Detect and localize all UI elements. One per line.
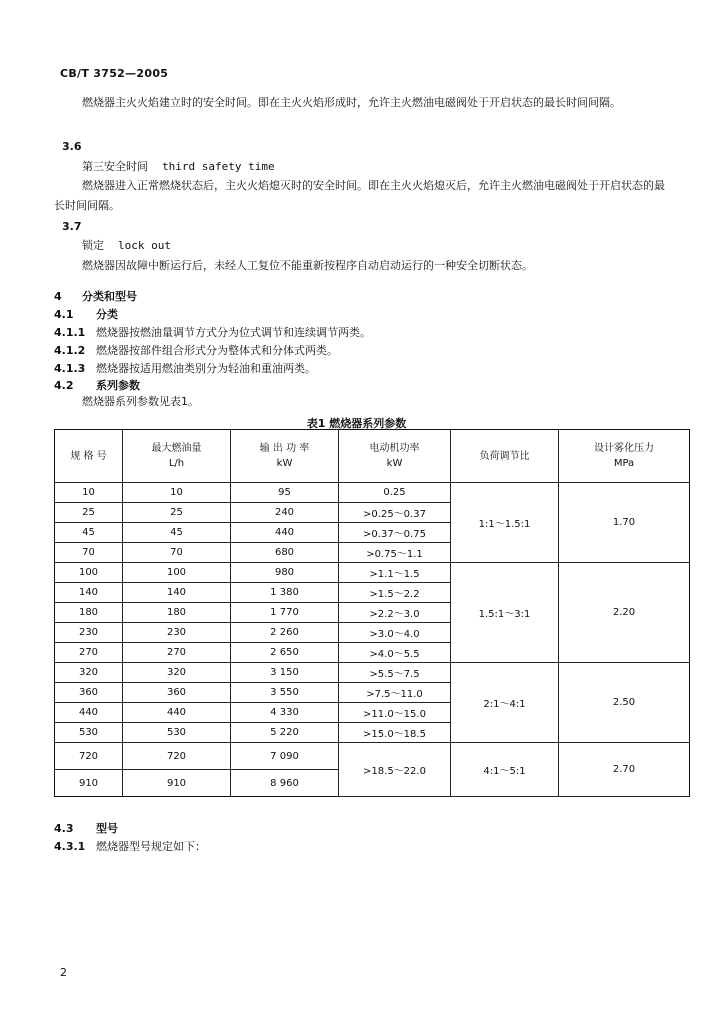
page-number: 2 [60,966,67,979]
table-row: 100 100 980 >1.1～1.5 1.5:1～3:1 2.20 [55,563,690,583]
table-row: 440 440 4 330 >11.0～15.0 [55,703,690,723]
table-row: 320 320 3 150 >5.5～7.5 2:1～4:1 2.50 [55,663,690,683]
pressure-group-2: 2.20 [559,563,690,663]
table-row: 360 360 3 550 >7.5～11.0 [55,683,690,703]
table-row: 180 180 1 770 >2.2～3.0 [55,603,690,623]
para-3-6-body: 燃烧器进入正常燃烧状态后，主火火焰熄灭时的安全时间。即在主火火焰熄灭后，允许主火燃油电磁阀处于开启状态的最长时间间隔。 [54,179,665,212]
table-row: 25 25 240 >0.25～0.37 [55,503,690,523]
table-row: 70 70 680 >0.75～1.1 [55,543,690,563]
term-3-7-en: lock out [118,239,171,252]
table-row: 230 230 2 260 >3.0～4.0 [55,623,690,643]
pressure-group-1: 1.70 [559,483,690,563]
table-row: 140 140 1 380 >1.5～2.2 [55,583,690,603]
heading-4-3: 4.3 型号 [54,822,118,835]
load-ratio-group-1: 1:1～1.5:1 [451,483,559,563]
col-header-atomizing-pressure: 设计雾化压力 MPa [559,430,690,483]
table-row: 10 10 95 0.25 1:1～1.5:1 1.70 [55,483,690,503]
heading-4-1: 4.1 分类 [54,308,118,321]
term-3-6-zh: 第三安全时间 [82,160,148,173]
clause-3-7-number: 3.7 [62,220,82,233]
table-row: 720 720 7 090 >18.5～22.0 4:1～5:1 2.70 [55,743,690,770]
standard-code: CB/T 3752—2005 [60,67,169,80]
term-3-7 [82,237,171,253]
load-ratio-group-3: 2:1～4:1 [451,663,559,743]
heading-4: 4 分类和型号 [54,290,137,303]
col-header-motor-power: 电动机功率 kW [339,430,451,483]
clause-3-6-number: 3.6 [62,140,82,153]
term-3-7-zh: 锁定 [82,239,104,252]
table-header-row [55,430,690,483]
clause-4-1-1: 4.1.1 燃烧器按燃油量调节方式分为位式调节和连续调节两类。 [54,326,371,339]
term-3-6-en: third safety time [162,160,275,173]
table-row: 45 45 440 >0.37～0.75 [55,523,690,543]
motor-power-merged: >18.5～22.0 [339,743,451,797]
load-ratio-group-2: 1.5:1～3:1 [451,563,559,663]
heading-4-2: 4.2 系列参数 [54,379,140,392]
term-3-6 [82,158,275,174]
col-header-max-fuel: 最大燃油量 L/h [123,430,231,483]
col-header-output-power: 输 出 功 率 kW [231,430,339,483]
table-row: 910 910 8 960 [55,770,690,797]
load-ratio-group-4: 4:1～5:1 [451,743,559,797]
table-row: 530 530 5 220 >15.0～18.5 [55,723,690,743]
col-header-spec: 规 格 号 [55,430,123,483]
para-3-7-body: 燃烧器因故障中断运行后，未经人工复位不能重新按程序自动启动运行的一种安全切断状态。 [82,259,533,272]
para-4-2-body: 燃烧器系列参数见表1。 [82,395,199,408]
burner-series-parameters-table [54,429,690,797]
para-3-5-body: 燃烧器主火火焰建立时的安全时间。即在主火火焰形成时，允许主火燃油电磁阀处于开启状态的最长时间间隔。 [82,96,621,109]
clause-4-1-3: 4.1.3 燃烧器按适用燃油类别分为轻油和重油两类。 [54,362,316,375]
table-caption: 表1 燃烧器系列参数 [306,417,407,430]
pressure-group-3: 2.50 [559,663,690,743]
clause-4-1-2: 4.1.2 燃烧器按部件组合形式分为整体式和分体式两类。 [54,344,338,357]
clause-4-3-1: 4.3.1 燃烧器型号规定如下： [54,840,206,853]
pressure-group-4: 2.70 [559,743,690,797]
table-row: 270 270 2 650 >4.0～5.5 [55,643,690,663]
col-header-load-ratio: 负荷调节比 [451,430,559,483]
